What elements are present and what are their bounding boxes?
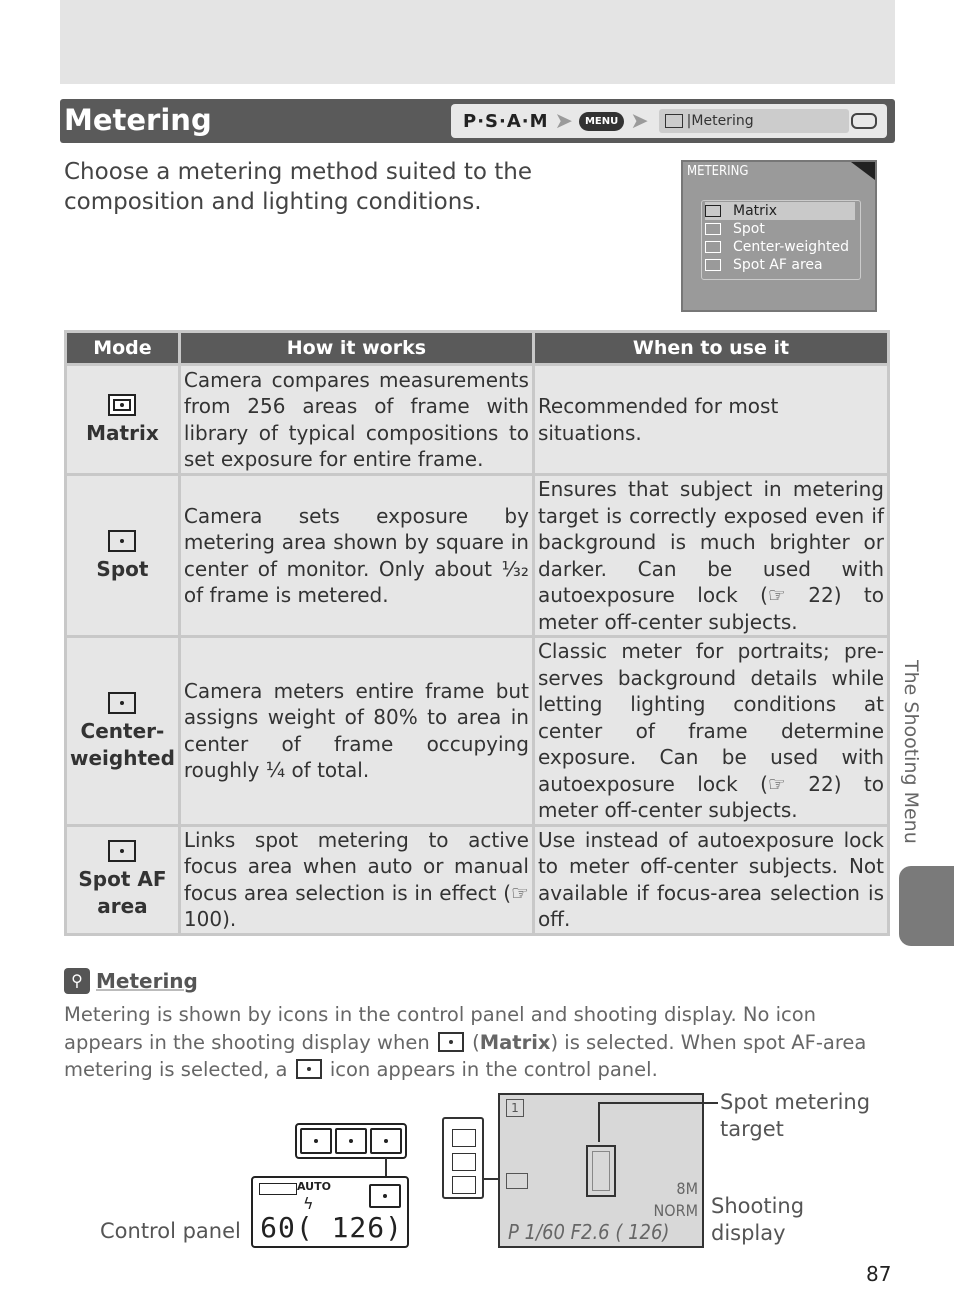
note-heading (64, 968, 198, 994)
magnifier-icon: ⚲ (64, 968, 90, 994)
callout-leader (385, 1158, 387, 1176)
spot-icon (369, 1184, 401, 1208)
spot-af-area-icon (452, 1176, 476, 1194)
corner-tab (851, 162, 875, 180)
header-band (60, 0, 895, 84)
control-panel (251, 1176, 409, 1248)
center-weighted-icon (452, 1153, 476, 1171)
column-header: When to use it (533, 332, 888, 365)
side-label-text: The Shooting Menu (900, 660, 922, 844)
how-cell: Camera meters entire frame but assigns weight of 80% to area in center of frame occupying roughly ¼ of total. (179, 637, 533, 826)
center-weighted-icon (705, 241, 721, 253)
metering-icon-strip (442, 1117, 484, 1199)
spot-icon (296, 1059, 322, 1079)
lcd-menu-item[interactable] (705, 238, 855, 256)
lcd-menu-item[interactable] (705, 220, 855, 238)
note-title: Metering (96, 969, 198, 993)
metering-table (64, 330, 890, 936)
matrix-icon (300, 1128, 332, 1154)
lcd-menu-item[interactable] (705, 256, 855, 274)
intro-text: Choose a metering method suited to the composition and lighting conditions. (64, 159, 532, 215)
lcd-menu-screenshot (681, 160, 877, 312)
mode-cell (66, 365, 180, 475)
metering-icons-callout (295, 1123, 407, 1159)
spot-af-area-icon (108, 840, 136, 862)
how-cell: Camera compares measurements from 256 areas of frame with library of typical compositions to set exposure for entire frame. (179, 365, 533, 475)
spot-target-label: Spot metering target (720, 1090, 871, 1141)
spot-icon (506, 1173, 528, 1189)
mode-cell (66, 825, 180, 934)
image-quality: NORM (653, 1201, 698, 1220)
column-header: How it works (179, 332, 533, 365)
toggle-icon (851, 113, 877, 129)
spot-icon (452, 1129, 476, 1147)
shooting-readout: P 1/60 F2.6 ( 126) (508, 1220, 670, 1244)
spot-icon (705, 223, 721, 235)
when-cell: Use instead of autoexposure lock to meter off-center subjects. Not available if focus-area selection is off. (533, 825, 888, 934)
flash-icon: ϟ (303, 1194, 314, 1213)
when-cell: Classic meter for portraits; preserves background details while letting lighting conditions at center of frame determine exposure. Can be used with autoexposure lock (☞ 22) to meter off-center subjects. (533, 637, 888, 826)
target-leader (598, 1102, 600, 1142)
arrow-right-icon: ➤ (630, 108, 649, 134)
spot-icon (335, 1128, 367, 1154)
note-text: is selected. When spot AF-area metering is selected, a (64, 1030, 867, 1081)
menu-path-label: Metering (691, 113, 754, 129)
lcd-menu-title: METERING (687, 164, 749, 179)
how-cell: Links spot metering to active focus area when auto or manual focus area selection is in effect (☞ 100). (179, 825, 533, 934)
note-body: Metering is shown by icons in the control panel and shooting display. No icon appears in the shooting display when (Matrix) is selected. When spot AF-area metering is selected, a icon appears in the control panel. (64, 1003, 867, 1081)
table-row (66, 365, 889, 475)
shooting-display-label: Shooting display (711, 1194, 805, 1245)
note-text: Metering is shown by icons in the control panel and shooting display. No icon appears in the shooting display when (64, 1003, 816, 1054)
note-text: icon appears in the control panel. (329, 1058, 658, 1081)
mode-label: Center-weighted (70, 718, 175, 770)
mode-label: Spot (96, 556, 149, 581)
section-tab (899, 866, 954, 946)
image-size: 8M (676, 1179, 698, 1198)
spot-af-area-icon (705, 259, 721, 271)
mode-cell (66, 475, 180, 637)
mode-cell (66, 637, 180, 826)
frame-number: 1 (506, 1099, 524, 1117)
center-weighted-icon (108, 692, 136, 714)
lcd-menu-item-label: Spot AF area (733, 257, 823, 273)
mode-label: Spot AF area (78, 867, 167, 919)
lcd-menu-item-label: Center-weighted (733, 239, 849, 255)
table-header-row (66, 332, 889, 365)
table-row (66, 475, 889, 637)
shooting-display (498, 1093, 704, 1248)
column-header: Mode (66, 332, 180, 365)
lcd-menu-item[interactable] (705, 202, 855, 220)
control-panel-label: Control panel (100, 1219, 241, 1243)
section-side-label (900, 660, 924, 860)
flash-auto-label: AUTO (297, 1180, 331, 1193)
matrix-icon (705, 205, 721, 217)
menu-path: | Metering (659, 109, 849, 133)
target-leader (598, 1102, 718, 1104)
matrix-icon (108, 394, 136, 416)
table-row (66, 637, 889, 826)
spot-metering-target (586, 1145, 616, 1197)
page-number: 87 (866, 1262, 892, 1286)
arrow-right-icon: ➤ (554, 108, 573, 134)
menu-button-icon: MENU (579, 112, 624, 131)
when-cell: Ensures that subject in metering target is correctly exposed even if background is much brighter or darker. Can be used with autoexposure lock (☞ 22) to meter off-center subjects. (533, 475, 888, 637)
lcd-menu-item-label: Matrix (733, 203, 778, 219)
how-cell: Camera sets exposure by metering area shown by square in center of monitor. Only about ¹⁄₃₂ of frame is metered. (179, 475, 533, 637)
center-weighted-icon (370, 1128, 402, 1154)
page-title: Metering (64, 103, 212, 137)
spot-icon (108, 530, 136, 552)
when-cell: Recommended for most situations. (533, 365, 888, 475)
mode-label: Matrix (86, 420, 159, 445)
note-matrix-word: Matrix (479, 1030, 551, 1054)
exposure-modes: P·S·A·M (463, 110, 549, 132)
matrix-icon (665, 114, 683, 128)
battery-icon (259, 1183, 297, 1195)
table-row (66, 825, 889, 934)
matrix-icon (438, 1032, 464, 1052)
lcd-menu-item-label: Spot (733, 221, 765, 237)
menu-breadcrumb (451, 104, 887, 138)
control-panel-readout: 60( 126) (260, 1211, 403, 1244)
